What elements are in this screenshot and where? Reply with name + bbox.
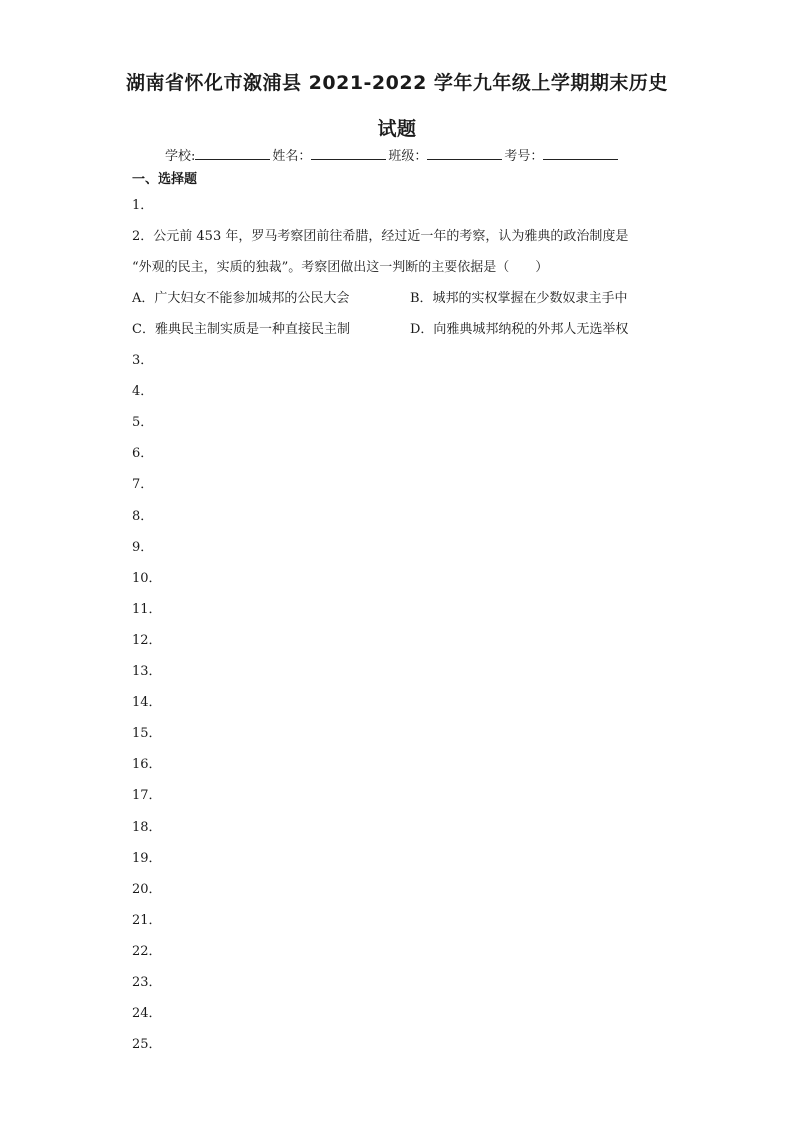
section-title: 一、选择题 [132, 172, 198, 187]
student-info-line [165, 145, 620, 164]
question-number: 18． [132, 819, 162, 835]
question-2-stem-line1: 2．公元前 453 年，罗马考察团前往希腊，经过近一年的考察，认为雅典的政治制度是 [132, 229, 629, 244]
question-number: 6． [132, 446, 154, 462]
question-number: 20． [132, 881, 162, 897]
question-number: 8． [132, 508, 154, 524]
question-number: 16． [132, 757, 162, 773]
exam-title-line2: 试题 [377, 118, 417, 140]
question-2-option-d: D．向雅典城邦纳税的外邦人无选举权 [410, 322, 629, 337]
question-number: 17． [132, 788, 162, 804]
school-label: 学校: [165, 149, 196, 164]
question-2-option-a: A．广大妇女不能参加城邦的公民大会 [132, 291, 350, 306]
question-number: 10． [132, 570, 162, 586]
question-number: 14． [132, 695, 162, 711]
school-blank [195, 147, 270, 160]
exam-title-line1: 湖南省怀化市溆浦县 2021-2022 学年九年级上学期期末历史 [126, 72, 668, 94]
question-number: 21． [132, 912, 162, 928]
exam-no-blank [543, 147, 618, 160]
question-number: 25． [132, 1037, 162, 1053]
question-1-number: 1． [132, 198, 154, 213]
question-number: 11． [132, 601, 162, 617]
question-number: 15． [132, 726, 162, 742]
name-blank [311, 147, 386, 160]
question-number: 13． [132, 664, 162, 679]
question-2-stem-line2: “外观的民主，实质的独裁”。考察团做出这一判断的主要依据是（ ） [132, 260, 549, 275]
question-2-option-c: C．雅典民主制实质是一种直接民主制 [132, 322, 350, 337]
class-blank [427, 147, 502, 160]
question-number: 24． [132, 1006, 162, 1022]
question-number: 12． [132, 632, 162, 648]
question-2-option-b: B．城邦的实权掌握在少数奴隶主手中 [410, 291, 628, 306]
exam-no-label: 考号： [504, 149, 544, 164]
question-number: 4． [132, 384, 154, 400]
class-label: 班级： [388, 149, 428, 164]
question-number: 5． [132, 415, 154, 431]
question-number: 19． [132, 850, 162, 866]
question-number: 3． [132, 353, 154, 368]
question-number: 22． [132, 943, 162, 959]
question-number: 23． [132, 975, 162, 990]
question-number: 9． [132, 539, 154, 555]
name-label: 姓名： [272, 149, 312, 164]
question-number: 7． [132, 477, 154, 493]
